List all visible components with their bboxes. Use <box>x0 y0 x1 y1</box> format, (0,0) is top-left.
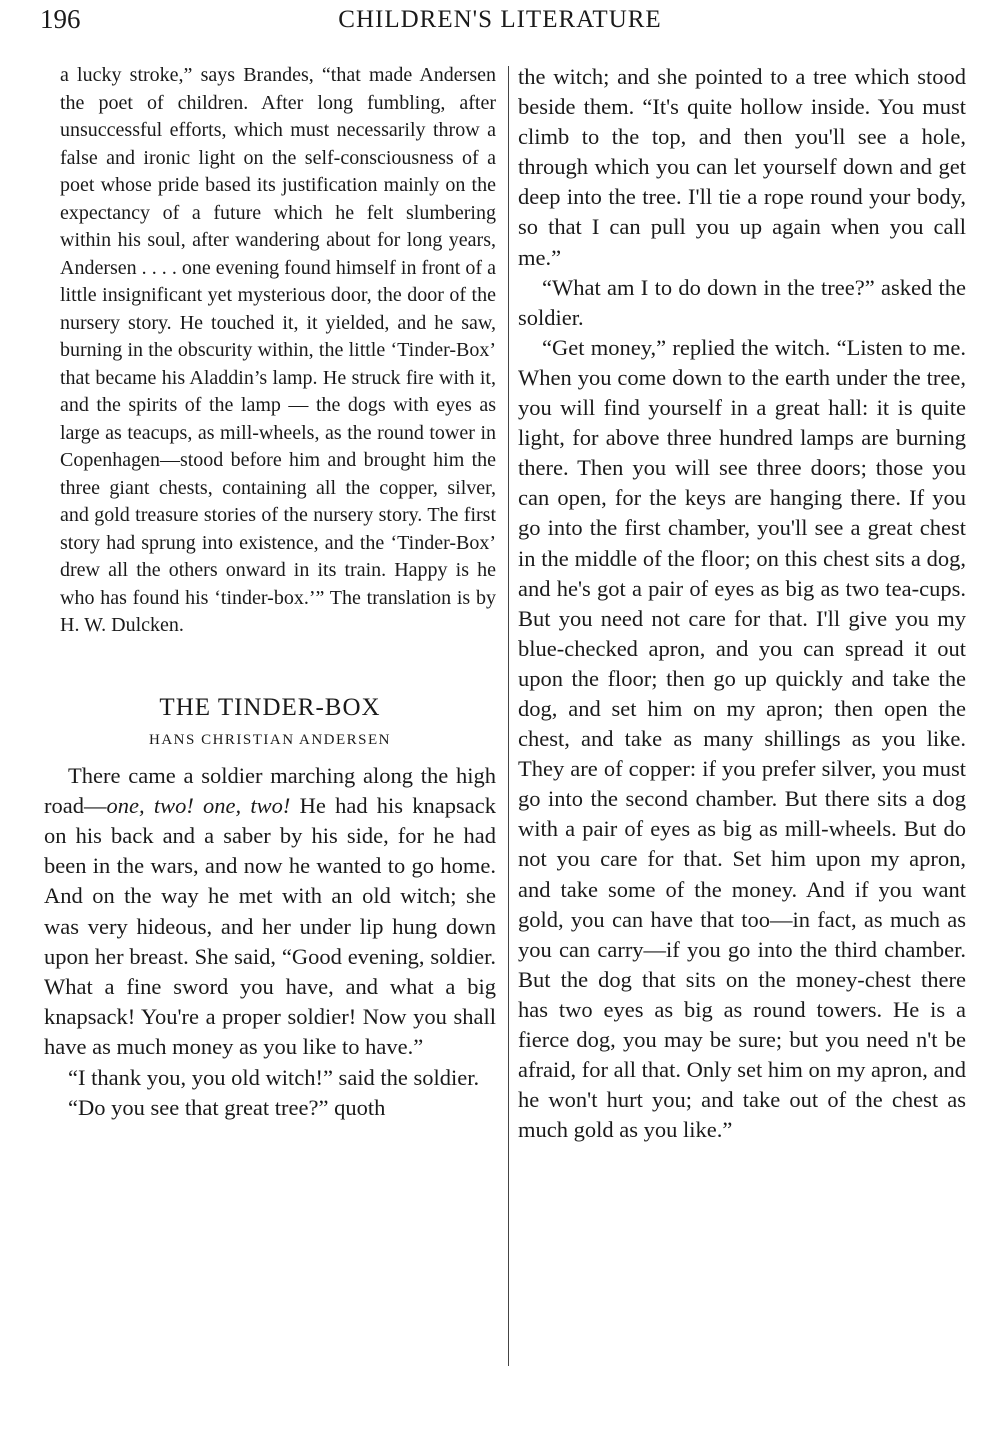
right-column <box>518 62 966 1145</box>
story-text: There came a soldier marching along the high road— <box>44 762 496 818</box>
intro-note <box>44 62 496 640</box>
story-paragraph: “I thank you, you old witch!” said the soldier. <box>68 1064 480 1090</box>
story-paragraph: “Get money,” replied the witch. “Listen to me. When you come down to the earth under the tree, you will find yourself in a great hall: it is quite light, for above three hundred lamps are burning there. Then you will see three doors; those you can open, for the keys are hanging there. If you go into the first chamber, you'll see a great chest in the middle of the floor; on this chest sits a dog, and he's got a pair of eyes as big as two tea-cups. But you need not care for that. I'll give you my blue-checked apron, and you can spread it out upon the floor; then go up quickly and take the dog, and set him on my apron; then open the chest, and take as many shillings as you like. They are of copper: if you prefer silver, you must go into the second chamber. But there sits a dog with a pair of eyes as big as mill-wheels. But do not you care for that. Set him upon my apron, and take some of the money. And if you want gold, you can have that too—in fact, as much as you can carry—if you go into the third chamber. But the dog that sits on the money-chest there has two eyes as big as round towers. He is a fierce dog, you may be sure; but you need n't be afraid, for all that. Only set him on my apron, and he won't hurt you; and take out of the chest as much gold as you like.” <box>518 334 967 1143</box>
intro-paragraph: a lucky stroke,” says Brandes, “that made Andersen the poet of children. After long fumbling, after unsuccessful efforts, which must necessarily throw a false and ironic light on the self-consciousness of a poet whose pride based its justification mainly on the expectancy of a future which he felt slumbering within his soul, after wandering about for long years, Andersen . . . . one evening found himself in front of a little insignificant yet mysterious door, the door of the nursery story. He touched it, it yielded, and he saw, burning in the obscurity within, the little ‘Tinder-Box’ that became his Aladdin’s lamp. He struck fire with it, and the spirits of the lamp — the dogs with eyes as large as teacups, as mill-wheels, as the round tower in Copenhagen—stood before him and brought him the three giant chests, containing all the copper, silver, and gold treasure stories of the nursery story. The first story had sprung into existence, and the ‘Tinder-Box’ drew all the others onward in its train. Happy is he who has found his ‘tinder-box.’” The translation is by H. W. Dulcken. <box>60 64 496 636</box>
story-italic-text: one, two! one, two! <box>106 792 291 818</box>
story-text: He had his knapsack on his back and a saber by his side, for he had been in the wars, and now he wanted to go home. And on the way he met with an old witch; she was very hideous, and her under lip hung down upon her breast. She said, “Good evening, soldier. What a fine sword you have, and what a big knapsack! You're a proper soldier! Now you shall have as much money as you like to have.” <box>44 792 496 1060</box>
column-divider <box>508 66 509 1366</box>
left-column <box>44 62 496 1123</box>
story-opening <box>44 761 496 1123</box>
story-author: HANS CHRISTIAN ANDERSEN <box>148 731 392 748</box>
page-number: 196 <box>40 4 81 34</box>
running-head: CHILDREN'S LITERATURE <box>338 6 662 33</box>
story-paragraph: “What am I to do down in the tree?” asked the soldier. <box>518 274 966 330</box>
story-paragraph <box>44 761 496 1063</box>
page-header <box>0 4 1000 40</box>
story-title: THE TINDER-BOX <box>159 693 381 721</box>
story-paragraph: “Do you see that great tree?” quoth <box>68 1094 386 1120</box>
story-paragraph: the witch; and she pointed to a tree which stood beside them. “It's quite hollow inside. You must climb to the top, and then you'll see a hole, through which you can let yourself down and get deep into the tree. I'll tie a rope round your body, so that I can pull you up again when you call me.” <box>518 64 966 270</box>
